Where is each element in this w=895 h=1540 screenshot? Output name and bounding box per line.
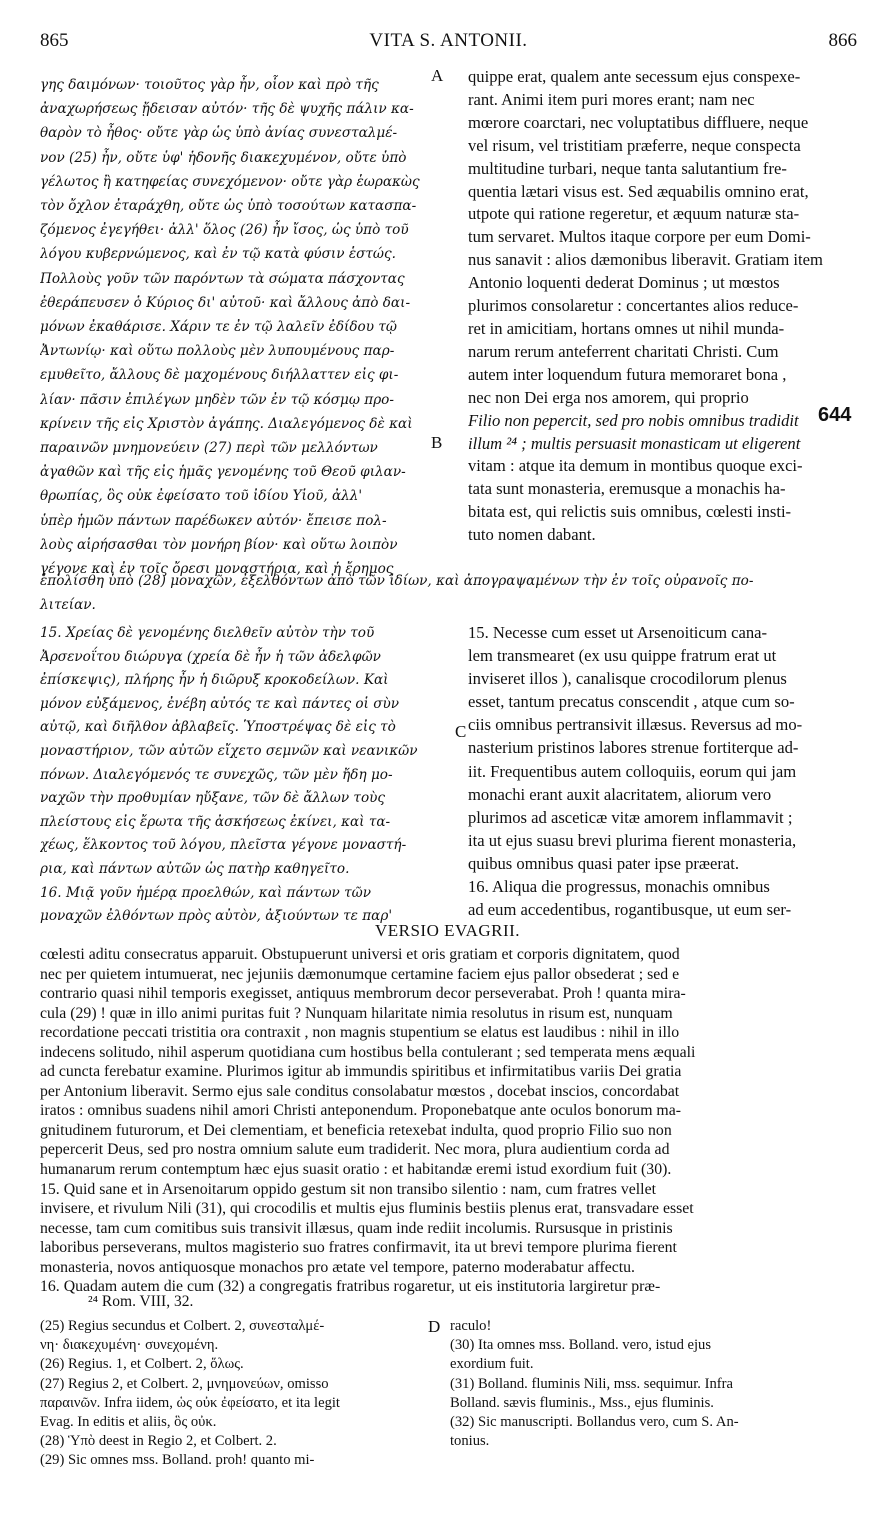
text-line: τὸν ὄχλον ἐταράχθη, οὔτε ὡς ὑπὸ τοσούτων κατασπα- [40,198,417,215]
text-line: Ἀρσενοΐτου διώρυγα (χρεία δὲ ἦν ἡ τῶν ἀδελφῶν [40,648,381,665]
text-line: Πολλοὺς γοῦν τῶν παρόντων τὰ σώματα πάσχοντας [40,270,405,287]
text-line: χέως, ἕλκοντος τοῦ λόγου, πλεῖστα γέγονε μοναστή- [40,837,407,854]
text-line: indecens solitudo, nihil asperum quotidiana cum hostibus bella contulerant ; sed temperata mens æquali [40,1043,696,1061]
text-line: mœrore coarctari, nec voluptatibus diffluere, neque [468,112,809,132]
running-title: VITA S. ANTONII. [369,30,528,51]
text-line: ὑπὲρ ἡμῶν πάντων παρέδωκεν αὐτόν· ἔπεισε πολ- [40,512,387,529]
text-line: ret in amicitiam, hortans omnes ut nihil munda- [468,318,785,338]
text-line: esset, tantum precatus conscendit , atque cum so- [468,692,795,712]
evagrius-text [40,945,860,1297]
text-line: per Antonium liberavit. Sermo ejus sale conditus consolabatur mœstos , docebat inscios, concordabat [40,1082,680,1100]
text-line: Filio non pepercit, sed pro nobis omnibus tradidit [468,410,799,430]
text-line: λόγου κυβερνώμενος, καὶ ἐν τῷ κατὰ φύσιν ἑστώς. [40,246,396,263]
text-line: μόνων ἐκαθάρισε. Χάριν τε ἐν τῷ λαλεῖν ἐδίδου τῷ [40,319,397,336]
text-line: invisere, et rivulum Nili (31), qui crocodilis et multis ejus fluminis bestiis plenus erat, transvadare esset [40,1200,694,1218]
page-number-right: 866 [828,30,857,51]
text-line: (32) Sic manuscripti. Bollandus vero, cum S. An- [450,1414,739,1431]
latin-column-bottom [468,621,858,921]
text-line: (28) Ὑπὸ deest in Regio 2, et Colbert. 2. [40,1433,277,1450]
text-line: iratos : omnibus suadens nihil amori Christi anteponendum. Proponebatque ante oculos bonorum ma- [40,1102,681,1120]
text-line: iit. Frequentibus autem colloquiis, eorum qui jam [468,761,797,781]
text-line: κρίνειν τῆς εἰς Χριστὸν ἀγάπης. Διαλεγόμενος δὲ καὶ [40,415,413,432]
text-line: cœlesti aditu consecratus apparuit. Obstupuerunt universi et oris gratiam et corporis dignitatem, quod [40,946,680,963]
text-line: ρια, καὶ πάντων αὐτῶν ὡς πατὴρ καθηγεῖτο. [40,860,350,877]
text-line: illum ²⁴ ; multis persuasit monasticam ut eligerent [468,433,801,453]
text-line: ἀναχωρήσεως ᾔδεισαν αὐτόν· τῆς δὲ ψυχῆς πάλιν κα- [40,101,414,118]
footnotes-left [40,1317,430,1471]
greek-spanning-line-end: λιτείαν. [40,597,96,613]
column-number: 644 [818,404,852,426]
text-line: γης δαιμόνων· τοιοῦτος γὰρ ἦν, οἷον καὶ πρὸ τῆς [40,77,379,93]
text-line: γέλωτος ἢ κατηφείας συνεχόμενον· οὔτε γὰρ ἑωρακὼς [40,173,420,190]
text-line: μοναστήριον, τῶν αὐτῶν εἴχετο σεμνῶν καὶ νεανικῶν [40,742,418,759]
text-line: lem transmearet (ex usu quippe fratrum erat ut [468,646,777,666]
margin-marker-c: C [455,722,467,741]
text-line: (26) Regius. 1, et Colbert. 2, ὅλως. [40,1356,244,1373]
text-line: monasteria, novos antiquosque monachos pro ætate vel tempore, paterno moderabatur affectu. [40,1258,635,1276]
text-line: (29) Sic omnes mss. Bolland. proh! quanto mi- [40,1452,315,1469]
text-line: ita ut ejus suasu brevi plurima fierent monasteria, [468,830,797,850]
text-line: ad cuncta ferebatur examine. Plurimos igitur ab immundis spiritibus et infirmitatibus variis Dei gratia [40,1063,682,1081]
scripture-footnote: ²⁴ Rom. VIII, 32. [88,1293,194,1310]
text-line: αὐτῷ, καὶ διῆλθον ἀβλαβεῖς. Ὑποστρέψας δὲ εἰς τὸ [40,719,396,736]
text-line: 15. Χρείας δὲ γενομένης διελθεῖν αὐτὸν τὴν τοῦ [40,625,375,641]
text-line: vitam : atque ita demum in montibus quoque exci- [468,456,803,476]
footnotes-right [450,1317,860,1451]
text-line: laboribus perseverans, multos magisterio suo fratres confirmavit, ita ut brevi tempore plurima fierent [40,1239,677,1257]
text-line: raculo! [450,1318,492,1334]
text-line: quentia lætari visus est. Sed æquabilis omnino erat, [468,181,809,201]
text-line: bitata est, qui relictis suis omnibus, cœlesti insti- [468,502,792,522]
text-line: nasterium pristinos labores strenue fortiterque ad- [468,738,799,758]
text-line: tata sunt monasteria, eremusque a monachis ha- [468,479,786,499]
latin-column-top [468,66,858,547]
text-line: cula (29) ! quæ in illo animi puritas fuit ? Nunquam hilaritate nimia resolutus in risum est, nunquam [40,1004,673,1022]
text-line: tum servaret. Multos itaque corpore per eum Domi- [468,227,811,247]
text-line: 15. Necesse cum esset ut Arsenoiticum cana- [468,623,768,642]
text-line: γέγονε καὶ ἐν τοῖς ὄρεσι μοναστήρια, καὶ ἡ ἔρημος [40,561,394,578]
text-line: recordatione peccati tristitia ora contraxit , non magnis stupentium se elatus est laudibus : nihil in illo [40,1024,680,1042]
text-line: nus sanavit : alios dæmonibus liberavit. Gratiam item [468,250,823,270]
text-line: πλείστους εἰς ἔρωτα τῆς ἀσκήσεως ἐκίνει, καὶ τα- [40,813,391,830]
text-line: λοὺς αἱρήσασθαι τὸν μονήρη βίον· καὶ οὕτω λοιπὸν [40,536,398,553]
text-line: plurimos consolaretur : concertantes alios reduce- [468,296,799,316]
text-line: nec non Dei erga nos amorem, qui proprio [468,387,749,407]
text-line: plurimos ad asceticæ vitæ amorem inflammavit ; [468,807,793,827]
text-line: monachi erant auxit alacritatem, aliorum vero [468,784,772,804]
text-line: narum rerum anteferrent charitati Christi. Cum [468,341,779,361]
text-line: 16. Aliqua die progressus, monachis omnibus [468,877,770,897]
text-line: (31) Bolland. fluminis Nili, mss. sequimur. Infra [450,1375,733,1392]
text-line: exordium fuit. [450,1356,534,1373]
text-line: (27) Regius 2, et Colbert. 2, μνημονεύων, omisso [40,1375,329,1392]
greek-column-bottom [40,622,460,929]
text-line: νη· διακεχυμένη· συνεχομένη. [40,1337,219,1354]
section-heading: VERSIO EVAGRII. [374,921,521,940]
page-number-left: 865 [40,30,69,51]
text-line: necesse, tam cum comitibus suis transivit illæsus, quam inde rediit incolumis. Rursusque in pristinis [40,1219,673,1237]
text-line: 16. Quadam autem die cum (32) a congregatis fratribus rogaretur, ut eis institutoria largiretur præ- [40,1278,661,1296]
text-line: Bolland. sævis fluminis., Mss., ejus fluminis. [450,1394,714,1411]
text-line: rant. Animi item puri mores erant; nam nec [468,89,755,109]
text-line: ναχῶν τὴν προθυμίαν ηὔξανε, τῶν δὲ ἄλλων τοὺς [40,790,386,807]
text-line: multitudine turbari, neque tanta salutantium fre- [468,158,787,178]
text-line: pepercerit Deus, sed pro nostra omnium salute eum tradiderit. Nec mora, plura audientium corda ad [40,1141,670,1159]
text-line: 16. Μιᾷ γοῦν ἡμέρᾳ προελθών, καὶ πάντων τῶν [40,884,371,901]
text-line: tonius. [450,1433,490,1450]
text-line: quibus omnibus quasi pater ipse præerat. [468,853,739,873]
text-line: quippe erat, qualem ante secessum ejus conspexe- [468,67,801,86]
text-line: utpote qui ratione regeretur, et æquum naturæ sta- [468,204,800,224]
text-line: πόνων. Διαλεγόμενός τε συνεχῶς, τῶν μὲν ἤδη μο- [40,766,393,783]
text-line: ζόμενος ἐγεγήθει· ἀλλ' ὅλος (26) ἦν ἴσος, ὡς ὑπὸ τοῦ [40,222,409,239]
text-line: nec per quietem intumuerat, nec jejuniis dæmonumque certamine faciem ejus pallor obsederat ; sed e [40,965,680,983]
text-line: tuto nomen dabant. [468,525,596,545]
margin-marker-d: D [428,1317,441,1336]
text-line: λίαν· πᾶσιν ἐπιλέγων μηδὲν τῶν ἐν τῷ κόσμῳ προ- [40,391,394,408]
text-line: παραινῶν μνημονεύειν (27) περὶ τῶν μελλόντων [40,440,378,457]
margin-marker-a: A [431,66,444,85]
text-line: παραινῶν. Infra iidem, ὡς οὐκ ἐφείσατο, et ita legit [40,1394,340,1411]
text-line: vel risum, vel tristitiam præferre, neque conspecta [468,135,801,155]
text-line: ciis omnibus pertransivit illæsus. Reversus ad mo- [468,715,803,735]
text-line: (30) Ita omnes mss. Bolland. vero, istud ejus [450,1337,712,1354]
margin-marker-b: B [431,433,443,452]
text-line: Ἀντωνίῳ· καὶ οὕτω πολλοὺς μὲν λυπουμένους παρ- [40,343,395,360]
text-line: ἐθεράπευσεν ὁ Κύριος δι' αὐτοῦ· καὶ ἄλλους ἀπὸ δαι- [40,294,411,311]
text-line: ἀγαθῶν καὶ τῆς εἰς ἡμᾶς γενομένης τοῦ Θεοῦ φιλαν- [40,464,406,481]
running-header [40,30,857,54]
text-line: μόνον εὐξάμενος, ἐνέβη αὐτός τε καὶ πάντες οἱ σὺν [40,695,400,712]
text-line: autem inter loquendum futura memoraret bona , [468,364,787,384]
greek-spanning-line: ἐπολίσθη ὑπὸ (28) μοναχῶν, ἐξελθόντων ἀπὸ τῶν ἰδίων, καὶ ἀπογραψαμένων τὴν ἐν τοῖς οὐρανοῖς πο- [40,573,754,589]
text-line: νον (25) ἦν, οὔτε ὑφ' ἡδονῆς διακεχυμένον, οὔτε ὑπὸ [40,149,407,166]
text-line: ἐπίσκεψις), πλήρης ἦν ἡ διῶρυξ κροκοδείλων. Καὶ [40,672,389,689]
text-line: Evag. In editis et aliis, ὃς οὐκ. [40,1414,217,1431]
text-line: εμυθεῖτο, ἄλλους δὲ μαχομένους διήλλαττεν εἰς φι- [40,367,399,384]
text-line: θρωπίας, ὃς οὐκ ἐφείσατο τοῦ ἰδίου Υἱοῦ, ἀλλ' [40,488,363,505]
text-line: Antonio loquenti dederat Dominus ; ut mœstos [468,273,780,293]
text-line: 15. Quid sane et in Arsenoitarum oppido gestum sit non transibo silentio : nam, cum fratres vellet [40,1180,656,1198]
greek-column-top [40,73,460,581]
text-line: ad eum accedentibus, rogantibusque, ut eum ser- [468,900,792,920]
text-line: gnitudinem futurorum, et Dei clementiam, et beneficia retexebat indulta, quod proprio Filio suo non [40,1121,672,1139]
text-line: (25) Regius secundus et Colbert. 2, συνεσταλμέ- [40,1318,325,1334]
text-line: contrario quasi nihil temporis exegisset, antiquus membrorum decor perseverabat. Proh ! quanta mira- [40,985,686,1003]
text-line: μοναχῶν ἐλθόντων πρὸς αὐτὸν, ἀξιούντων τε παρ' [40,908,393,925]
text-line: humanarum rerum contemptum hæc ejus suasit oratio : et habitandæ eremi istud exordium fuit (30). [40,1161,672,1179]
text-line: θαρὸν τὸ ἦθος· οὔτε γὰρ ὡς ὑπὸ ἀνίας συνεσταλμέ- [40,125,398,142]
text-line: inviseret illos ), canalisque crocodilorum plenus [468,669,787,689]
